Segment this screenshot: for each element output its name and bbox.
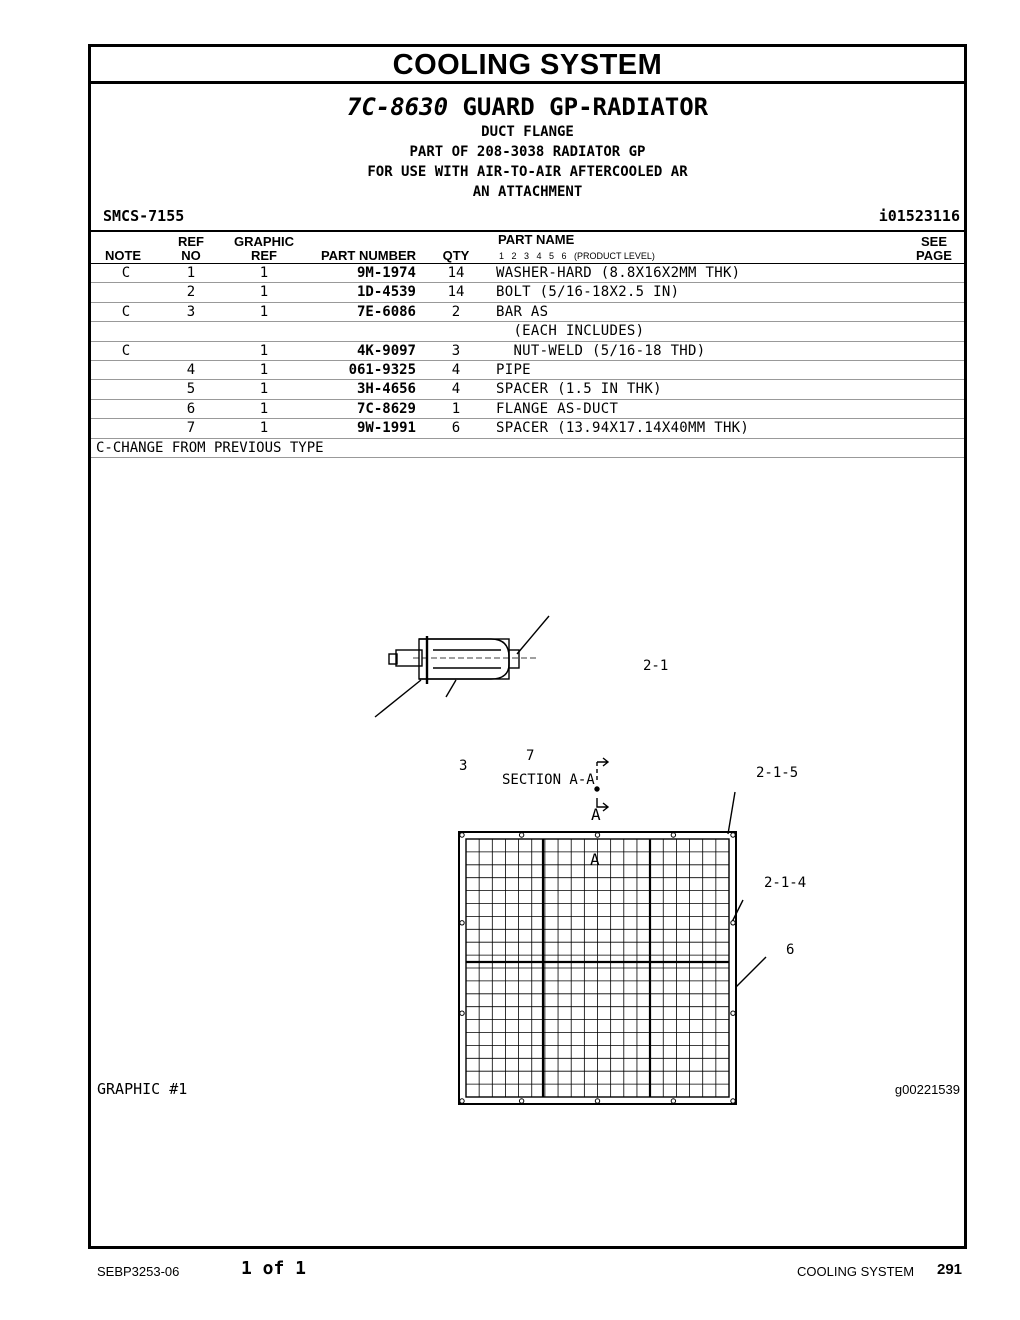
header-see-top: SEE: [920, 234, 947, 249]
header-part-number: PART NUMBER: [320, 248, 417, 263]
bolt-hole: [519, 833, 523, 837]
table-row: [91, 361, 964, 380]
ref-cell: 3: [186, 303, 196, 320]
part-name-cell: FLANGE AS-DUCT: [496, 400, 619, 417]
table-row: [91, 342, 964, 361]
footer-page-of: 1 of 1: [241, 1258, 307, 1279]
bolt-hole: [731, 1099, 735, 1103]
section-detail-body: [419, 639, 509, 679]
page-frame: [88, 44, 967, 1249]
graphic-ref-cell: 1: [259, 361, 269, 378]
callout-2-1-4: 2-1-4: [764, 875, 807, 891]
header-ref-top: REF: [178, 234, 204, 249]
graphic-ref-cell: 1: [259, 381, 269, 398]
callout-6: 6: [786, 942, 795, 958]
header-see-bottom: PAGE: [916, 248, 952, 263]
note-cell: C: [121, 265, 131, 281]
header-part-name: PART NAME: [498, 232, 575, 247]
table-row: [91, 322, 964, 341]
bolt-hole: [671, 1099, 675, 1103]
ref-cell: 7: [186, 420, 196, 437]
group-name: GUARD GP-RADIATOR: [462, 93, 709, 121]
table-row: [91, 400, 964, 419]
table-row: [91, 303, 964, 322]
change-note-text: C-CHANGE FROM PREVIOUS TYPE: [96, 439, 324, 456]
graphic-ref-cell: 1: [259, 284, 269, 301]
part-number-cell: 4K-9097: [356, 342, 416, 359]
callout-7: 7: [526, 748, 535, 764]
bolt-hole: [460, 1099, 464, 1103]
part-name-cell: SPACER (13.94X17.14X40MM THK): [496, 420, 750, 437]
group-line: FOR USE WITH AIR-TO-AIR AFTERCOOLED AR: [367, 164, 688, 180]
bolt-hole: [595, 1099, 599, 1103]
graphic-ref-cell: 1: [259, 303, 269, 320]
ref-cell: 2: [186, 284, 196, 301]
part-number-cell: 9M-1974: [356, 265, 416, 281]
callout-2-1-5: 2-1-5: [756, 765, 799, 781]
graphic-ref-cell: 1: [259, 420, 269, 437]
bolt-hole: [671, 833, 675, 837]
header-ref-bottom: NO: [181, 248, 201, 263]
part-name-cell: NUT-WELD (5/16-18 THD): [496, 342, 706, 359]
qty-cell: 4: [451, 381, 461, 398]
footer-page-number: 291: [937, 1261, 963, 1278]
parts-table: [91, 264, 964, 458]
qty-cell: 3: [451, 342, 461, 359]
ref-cell: 1: [186, 265, 196, 281]
graphic-ref-cell: 1: [259, 400, 269, 417]
part-name-cell: BAR AS: [496, 303, 549, 320]
ref-cell: 6: [186, 400, 196, 417]
table-row: [91, 380, 964, 399]
group-title: [91, 92, 964, 122]
qty-cell: 14: [447, 284, 465, 301]
note-cell: C: [121, 342, 131, 359]
group-part-number: 7C-8630: [346, 93, 449, 121]
reference-id: i01523116: [878, 207, 960, 225]
part-name-cell: BOLT (5/16-18X2.5 IN): [496, 284, 680, 301]
bolt-hole: [731, 833, 735, 837]
section-marker-a-bottom: A: [590, 850, 600, 869]
header-note: NOTE: [104, 248, 142, 263]
bolt-hole: [460, 921, 464, 925]
qty-cell: 1: [451, 400, 461, 417]
group-header: [91, 92, 964, 202]
part-name-cell: (EACH INCLUDES): [496, 323, 645, 340]
header-graphic-top: GRAPHIC: [234, 234, 294, 249]
table-row: [91, 419, 964, 438]
header-product-levels: 1 2 3 4 5 6 (PRODUCT LEVEL): [499, 251, 655, 261]
bolt-hole: [460, 1011, 464, 1015]
section-label: SECTION A-A: [502, 772, 595, 788]
graphic-drawing: [361, 602, 807, 1072]
table-row: [91, 264, 964, 283]
part-number-cell: 7E-6086: [356, 303, 416, 320]
note-cell: C: [121, 303, 131, 320]
section-title: COOLING SYSTEM: [91, 47, 964, 84]
qty-cell: 6: [451, 420, 461, 437]
callout-2-1: 2-1: [643, 658, 669, 674]
graphic-ref-cell: 1: [259, 342, 269, 359]
group-line: DUCT FLANGE: [481, 124, 574, 140]
part-name-cell: WASHER-HARD (8.8X16X2MM THK): [496, 265, 741, 281]
header-graphic-bottom: REF: [251, 248, 277, 263]
change-note: [91, 439, 964, 458]
section-marker-a-top: A: [591, 805, 601, 824]
part-number-cell: 061-9325: [348, 361, 416, 378]
header-qty: QTY: [442, 248, 470, 263]
group-line: PART OF 208-3038 RADIATOR GP: [409, 144, 646, 160]
qty-cell: 14: [447, 265, 465, 281]
bolt-hole: [595, 833, 599, 837]
qty-cell: 4: [451, 361, 461, 378]
bolt-hole: [519, 1099, 523, 1103]
graphic-id: g00221539: [894, 1082, 960, 1097]
qty-cell: 2: [451, 303, 461, 320]
graphic-ref-cell: 1: [259, 265, 269, 281]
table-row: [91, 283, 964, 302]
part-number-cell: 7C-8629: [356, 400, 416, 417]
bolt-hole: [731, 921, 735, 925]
bolt-hole: [460, 833, 464, 837]
footer-section: COOLING SYSTEM: [797, 1264, 915, 1279]
part-name-cell: PIPE: [496, 361, 531, 378]
part-number-cell: 1D-4539: [356, 284, 416, 301]
group-line: AN ATTACHMENT: [472, 184, 583, 200]
ref-cell: 5: [186, 381, 196, 398]
part-name-cell: SPACER (1.5 IN THK): [496, 381, 662, 398]
ref-cell: 4: [186, 361, 196, 378]
footer-doc-number: SEBP3253-06: [97, 1264, 180, 1279]
smcs-code: SMCS-7155: [103, 207, 185, 225]
part-number-cell: 9W-1991: [356, 420, 416, 437]
bolt-hole: [731, 1011, 735, 1015]
graphic-label: GRAPHIC #1: [97, 1080, 188, 1098]
part-number-cell: 3H-4656: [356, 381, 416, 398]
callout-3: 3: [459, 758, 468, 774]
page-footer: [0, 1258, 1020, 1288]
